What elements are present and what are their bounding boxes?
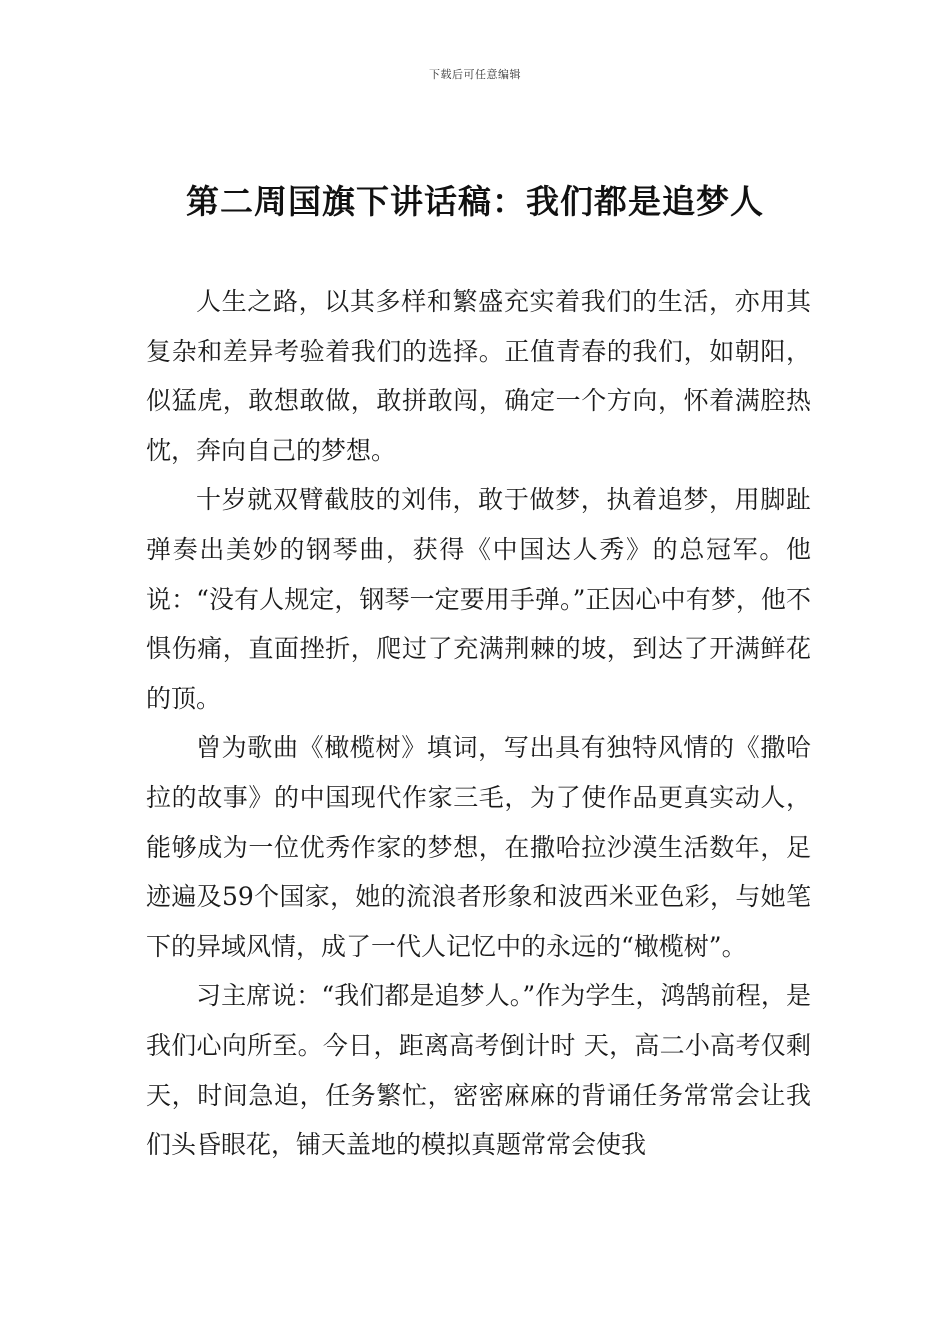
paragraph-1: 人生之路，以其多样和繁盛充实着我们的生活，亦用其复杂和差异考验着我们的选择。正值青春的我们，如朝阳，似猛虎，敢想敢做，敢拼敢闯，确定一个方向，怀着满腔热忱，奔向自己的梦想。	[146, 287, 811, 465]
header-note: 下载后可任意编辑	[429, 68, 521, 81]
paragraph-3: 曾为歌曲《橄榄树》填词，写出具有独特风情的《撒哈拉的故事》的中国现代作家三毛，为了使作品更真实动人，能够成为一位优秀作家的梦想，在撒哈拉沙漠生活数年，足迹遍及59个国家，她的流浪者形象和波西米亚色彩，与她笔下的异域风情，成了一代人记忆中的永远的“橄榄树”。	[146, 733, 811, 961]
paragraph-4: 习主席说：“我们都是追梦人。”作为学生，鸿鹄前程，是我们心向所至。今日，距离高考倒计时 天，高二小高考仅剩 天，时间急迫，任务繁忙，密密麻麻的背诵任务常常会让我们头昏眼花，铺天盖地的模拟真题常常会使我	[146, 981, 811, 1160]
paragraph-2: 十岁就双臂截肢的刘伟，敢于做梦，执着追梦，用脚趾弹奏出美妙的钢琴曲，获得《中国达人秀》的总冠军。他说：“没有人规定，钢琴一定要用手弹。”正因心中有梦，他不惧伤痛，直面挫折，爬过了充满荆棘的坡，到达了开满鲜花的顶。	[146, 485, 811, 713]
document-title: 第二周国旗下讲话稿：我们都是追梦人	[186, 182, 764, 221]
document-body	[146, 277, 811, 1170]
